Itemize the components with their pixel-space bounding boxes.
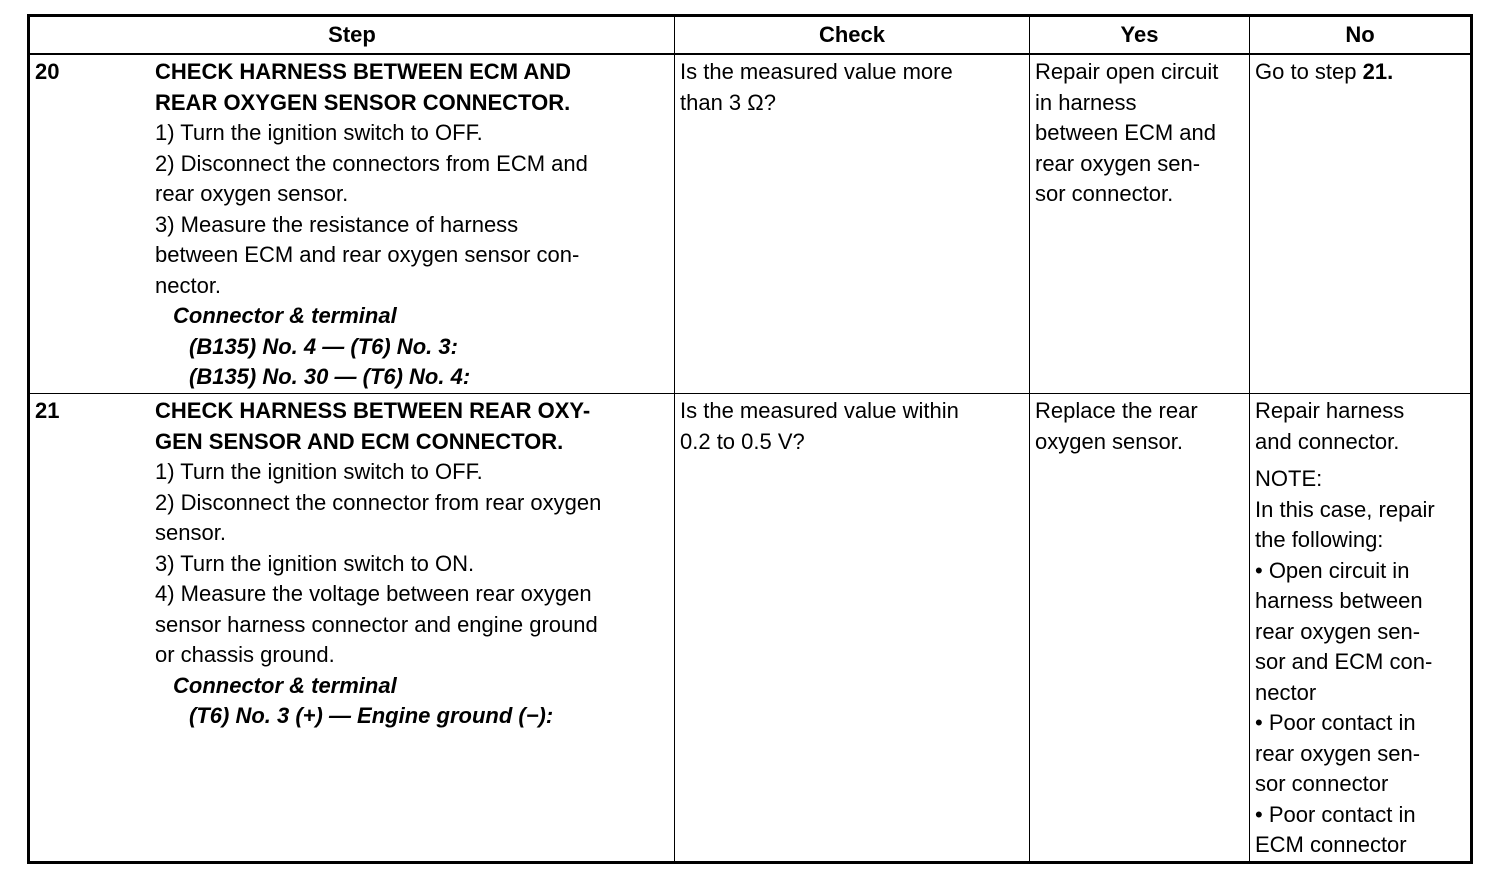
check-line: than 3 Ω? — [680, 89, 776, 115]
yes-line: Repair open circuit — [1035, 59, 1219, 84]
step-line: nector. — [155, 272, 222, 298]
step-title-line: REAR OXYGEN SENSOR CONNECTOR. — [155, 89, 571, 115]
header-no: No — [1250, 16, 1472, 55]
yes-line: oxygen sensor. — [1035, 428, 1183, 454]
note-line: harness between — [1255, 588, 1423, 613]
step-line: 2) Disconnect the connectors from ECM and — [155, 150, 588, 176]
step-cell — [29, 54, 675, 394]
connector-line: (T6) No. 3 (+) — Engine ground (−): — [189, 703, 554, 728]
check-line: 0.2 to 0.5 V? — [680, 428, 805, 454]
step-line: 1) Turn the ignition switch to OFF. — [155, 120, 483, 145]
step-line: or chassis ground. — [155, 642, 335, 667]
yes-line: Replace the rear — [1035, 398, 1198, 423]
note-line: • Poor contact in — [1255, 801, 1416, 827]
note-line: • Open circuit in — [1255, 557, 1410, 583]
yes-cell — [1030, 54, 1250, 394]
note-line: sor connector — [1255, 771, 1389, 796]
note-line: sor and ECM con- — [1255, 649, 1433, 674]
step-line: sensor harness connector and engine ground — [155, 611, 598, 637]
yes-line: in harness — [1035, 89, 1137, 115]
no-line — [1255, 57, 1466, 88]
yes-line: sor connector. — [1035, 181, 1174, 206]
note-line: nector — [1255, 679, 1317, 705]
next-step-ref: 21. — [1362, 59, 1394, 84]
step-title-line: GEN SENSOR AND ECM CONNECTOR. — [155, 428, 564, 454]
step-number: 21 — [35, 398, 60, 423]
step-title-line: CHECK HARNESS BETWEEN REAR OXY- — [155, 398, 591, 423]
note-line: the following: — [1255, 527, 1384, 552]
check-line: Is the measured value more — [680, 59, 953, 84]
step-body — [155, 396, 670, 732]
yes-cell — [1030, 394, 1250, 863]
note-label: NOTE: — [1255, 466, 1323, 491]
note-line: rear oxygen sen- — [1255, 740, 1421, 766]
note-line: rear oxygen sen- — [1255, 618, 1421, 644]
diagnostic-table — [27, 14, 1473, 864]
connector-line: (B135) No. 30 — (T6) No. 4: — [189, 364, 471, 389]
header-check: Check — [675, 16, 1030, 55]
note-line: ECM connector — [1255, 832, 1407, 857]
step-cell — [29, 394, 675, 863]
yes-line: between ECM and — [1035, 120, 1216, 145]
step-number: 20 — [35, 59, 60, 84]
connector-line: (B135) No. 4 — (T6) No. 3: — [189, 333, 458, 359]
header-step: Step — [29, 16, 675, 55]
step-line: 3) Measure the resistance of harness — [155, 211, 519, 237]
step-line: 4) Measure the voltage between rear oxygen — [155, 581, 592, 606]
step-line: rear oxygen sensor. — [155, 181, 349, 206]
step-title-line: CHECK HARNESS BETWEEN ECM AND — [155, 59, 571, 84]
table-row — [29, 394, 1472, 863]
header-yes: Yes — [1030, 16, 1250, 55]
note-line: In this case, repair — [1255, 496, 1435, 522]
no-line: Repair harness — [1255, 398, 1405, 423]
note-line: • Poor contact in — [1255, 710, 1416, 735]
header-row — [29, 16, 1472, 55]
check-cell — [675, 54, 1030, 394]
step-line: sensor. — [155, 520, 226, 545]
no-cell — [1250, 394, 1472, 863]
step-body — [155, 57, 670, 393]
no-line: and connector. — [1255, 428, 1400, 454]
connector-label: Connector & terminal — [173, 303, 397, 328]
table-row — [29, 54, 1472, 394]
check-cell — [675, 394, 1030, 863]
no-cell — [1250, 54, 1472, 394]
step-line: 2) Disconnect the connector from rear oxygen — [155, 489, 602, 515]
step-line: between ECM and rear oxygen sensor con- — [155, 242, 580, 267]
step-line: 1) Turn the ignition switch to OFF. — [155, 459, 483, 484]
step-line: 3) Turn the ignition switch to ON. — [155, 550, 475, 576]
yes-line: rear oxygen sen- — [1035, 150, 1201, 176]
connector-label: Connector & terminal — [173, 672, 397, 698]
no-text: Go to step — [1255, 59, 1363, 84]
check-line: Is the measured value within — [680, 398, 959, 423]
